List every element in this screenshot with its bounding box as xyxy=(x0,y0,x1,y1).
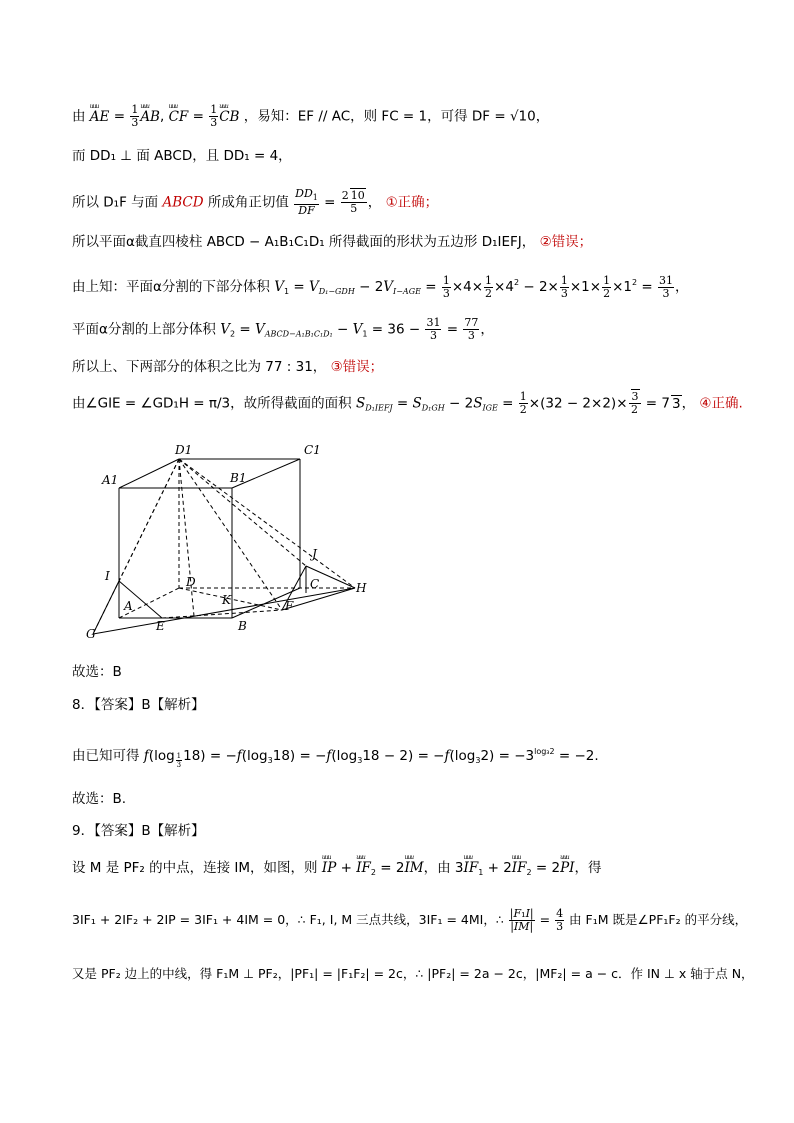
solution-line-2: 而 DD₁ ⊥ 面 ABCD，且 DD₁ = 4， xyxy=(72,148,292,164)
label-C: C xyxy=(310,577,320,591)
label-F: F xyxy=(285,599,294,613)
solution-line-6: 平面α分割的上部分体积 $V_2 = V_{ABCD-A_1B_1C_1D_1} - V_1 = 36$ − $\frac{31}{3}$ = $\frac{77}{3}$ ， xyxy=(72,316,494,342)
q9-line-2: 3IF₁ + 2IF₂ + 2IP = 3IF₁ + 4IM = 0，∴ F₁, I, M 三点共线，3IF₁ = 4MI，∴ $\frac{\text{|F₁I|}}{|IM|}$ = $\frac{4}{3}$ 由 F₁M 既是∠PF₁F₂ 的平分线， xyxy=(72,907,748,933)
solution-line-7: 所以上、下两部分的体积之比为 77 : 31， ③错误； xyxy=(72,359,384,375)
solution-line-3: 所以 D₁F 与面 ABCD 所成角正切值 $\frac{DD_1}{DF}$ = $\frac{2 10}{5}$ ， ①正确； xyxy=(72,187,439,217)
label-C1: C1 xyxy=(304,443,321,457)
line-D1K-hidden xyxy=(179,459,194,616)
label-G: G xyxy=(86,627,96,641)
label-B: B xyxy=(238,619,247,633)
label-E: E xyxy=(156,619,165,633)
label-A1: A1 xyxy=(102,473,119,487)
line-D1H-hidden xyxy=(179,459,355,588)
label-A: A xyxy=(124,599,133,613)
label-I: I xyxy=(105,569,110,583)
q8-conclusion: 故选：B. xyxy=(72,791,127,807)
q9-header: 9．【答案】B【解析】 xyxy=(72,823,205,839)
solution-line-8: 由∠GIE = ∠GD₁H = π/3，故所得截面的面积 $S_{D_1IEFJ} = S_{D_1GH} - 2S_{IGE}$ = $\frac{1}{2}$ ×(32 − 2×2)× $\frac{3}{2}$ = 7 3， ④正确. xyxy=(72,390,743,416)
q9-line-1: 设 M 是 PF₂ 的中点，连接 IM，如图，则 uuu IP + uuu $IF_2 = 2uuu$ IM，由 3uuu $IF_1 + 2uuu$ $IF_2 = 2uuu$ PI，得 xyxy=(72,857,602,884)
line-GI xyxy=(93,581,119,634)
q8-header: 8．【答案】B【解析】 xyxy=(72,697,205,713)
solution-line-1: 由 uuu AE = $\frac{1}{3}$ uuu AB, uuu CF = $\frac{1}{3}$ uuu CB ，易知：EF // AC，则 FC = 1，可得 DF = √10， xyxy=(72,104,549,129)
geometry-figure xyxy=(72,438,372,643)
edge-A1D1 xyxy=(119,459,179,488)
label-K: K xyxy=(222,593,231,607)
solution-line-4: 所以平面α截直四棱柱 ABCD − A₁B₁C₁D₁ 所得截面的形状为五边形 D₁IEFJ， ②错误； xyxy=(72,234,593,250)
q9-line-3: 又是 PF₂ 边上的中线，得 F₁M ⊥ PF₂，|PF₁| = |F₁F₂| = 2c，∴ |PF₂| = 2a − 2c，|MF₂| = a − c．作 IN ⊥ x 轴于点 N， xyxy=(72,966,754,981)
answer-7: 故选：B xyxy=(72,664,122,680)
label-J: J xyxy=(312,547,317,561)
label-H: H xyxy=(356,581,367,595)
label-B1: B1 xyxy=(230,471,247,485)
q8-solution: 由已知可得 f(log $_{\frac{1}{3}}$ $18) = -f(\log_318) = -f(\log_318 - 2) = -f(\log_32) = -3^{log_32} = -2$. xyxy=(72,747,599,769)
solution-line-5: 由上知：平面α分割的下部分体积 $V_1 = V_{D_1-GDH} - 2V_{I-AGE}$ = $\frac{1}{3}$ ×4× $\frac{1}{2}$ $\times 4^2 - 2\times$ $\frac{1}{3}$ ×1× $\frac{1}{2}$ $\times 1^2$ = $\frac{31}{3}$ ， xyxy=(72,273,689,300)
label-D: D xyxy=(186,575,196,589)
label-D1: D1 xyxy=(175,443,193,457)
